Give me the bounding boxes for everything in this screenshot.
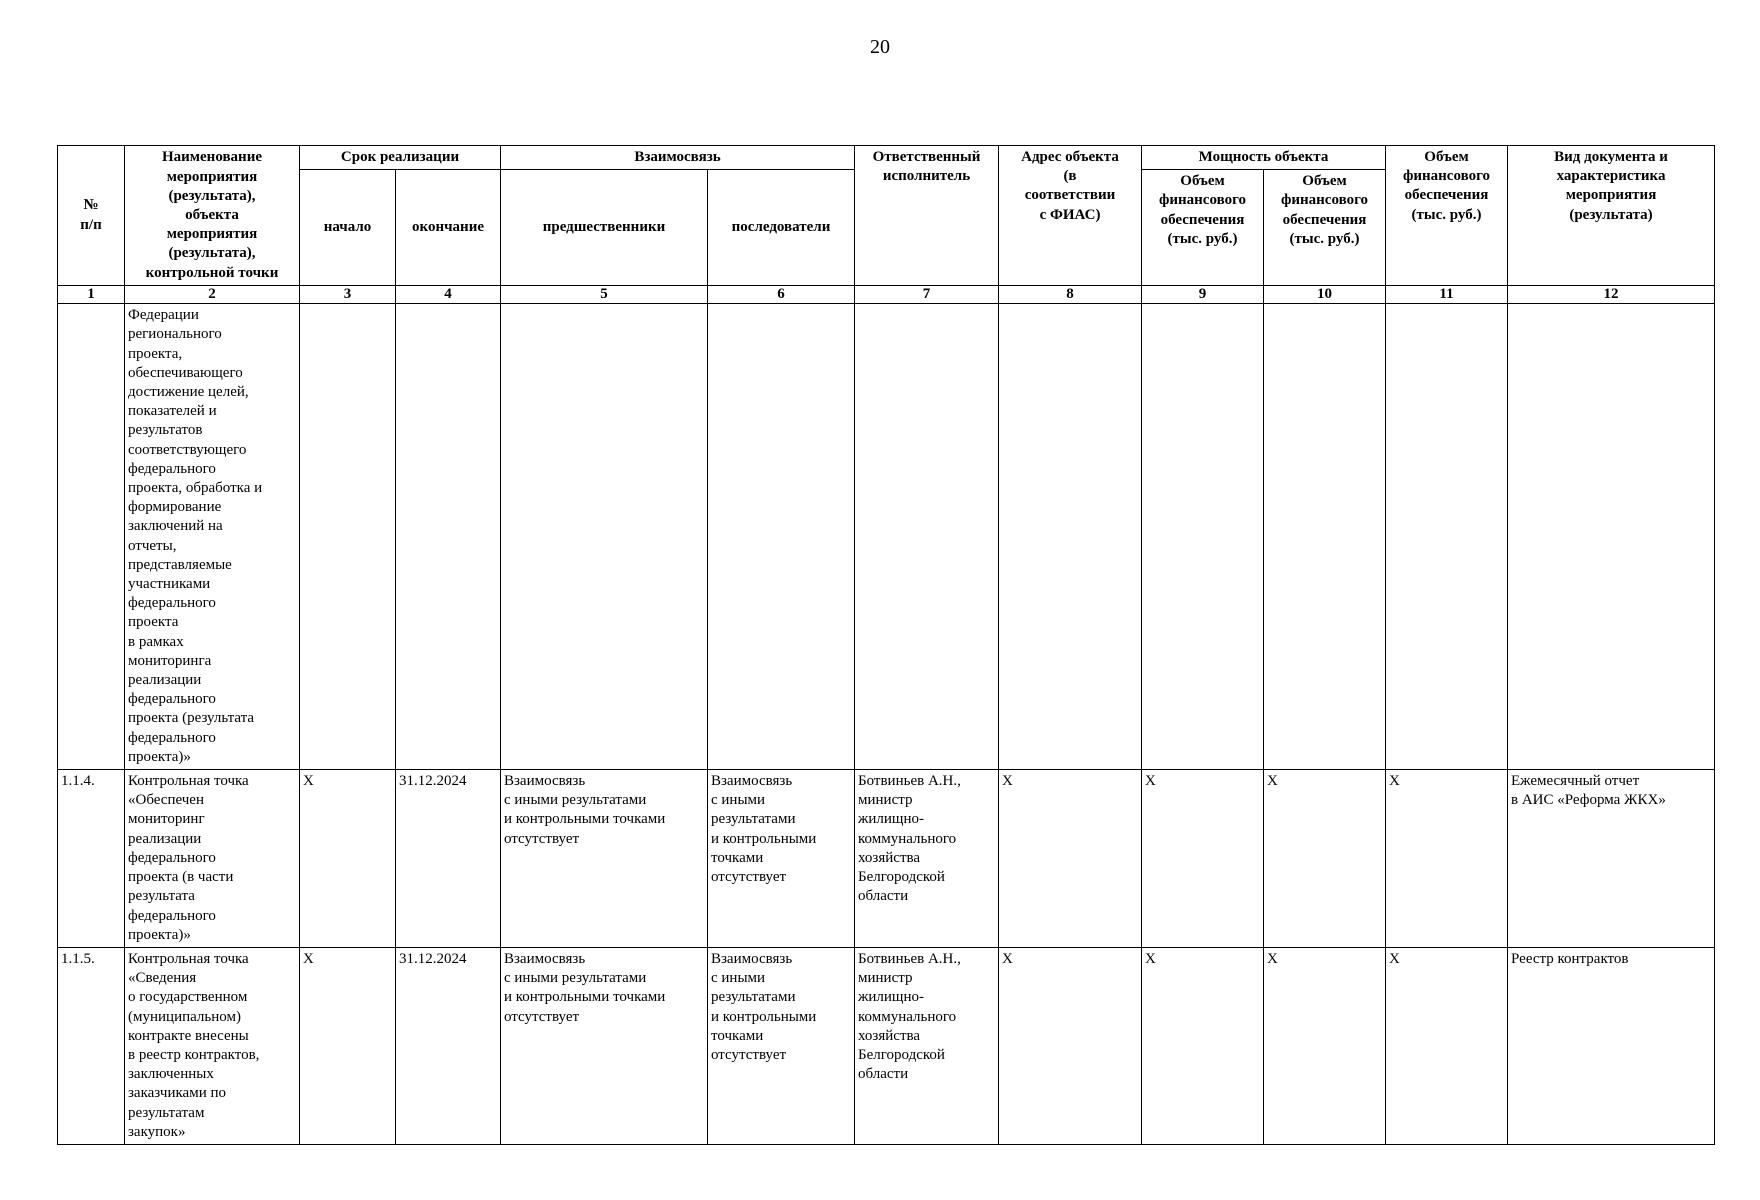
header-capacity: Мощность объекта [1142,146,1386,170]
column-number: 5 [501,286,708,304]
row-end: 31.12.2024 [396,947,501,1144]
row-start: X [300,947,396,1144]
column-number: 12 [1508,286,1715,304]
table-row [58,770,1715,948]
row-end: 31.12.2024 [396,770,501,948]
column-number: 9 [1142,286,1264,304]
table-row [58,947,1715,1144]
column-number: 11 [1386,286,1508,304]
header-term: Срок реализации [300,146,501,170]
row-num: 1.1.4. [58,770,125,948]
row-name: Контрольная точка «Обеспечен мониторинг реализации федерального проекта (в части результата федерального проекта)» [125,770,300,948]
row-doc: Реестр контрактов [1508,947,1715,1144]
row-finance: X [1386,947,1508,1144]
header-name: Наименование мероприятия (результата), объекта мероприятия (результата), контрольной точки [125,146,300,286]
row-executor: Ботвиньев А.Н., министр жилищно- коммунального хозяйства Белгородской области [855,770,999,948]
header-term-end: окончание [396,170,501,286]
header-capacity-a: Объем финансового обеспечения (тыс. руб.) [1142,170,1264,286]
header-address: Адрес объекта (в соответствии с ФИАС) [999,146,1142,286]
row-succ [708,304,855,770]
header-doc: Вид документа и характеристика мероприятия (результата) [1508,146,1715,286]
row-address: X [999,947,1142,1144]
row-address [999,304,1142,770]
row-num [58,304,125,770]
row-doc [1508,304,1715,770]
row-pred [501,304,708,770]
column-number: 4 [396,286,501,304]
header-term-start: начало [300,170,396,286]
row-start [300,304,396,770]
row-pred: Взаимосвязь с иными результатами и контрольными точками отсутствует [501,770,708,948]
row-end [396,304,501,770]
column-numbers-row [58,286,1715,304]
header-capacity-b: Объем финансового обеспечения (тыс. руб.) [1264,170,1386,286]
column-number: 8 [999,286,1142,304]
column-number: 10 [1264,286,1386,304]
row-cap-b: X [1264,770,1386,948]
row-executor [855,304,999,770]
table-row [58,304,1715,770]
row-doc: Ежемесячный отчет в АИС «Реформа ЖКХ» [1508,770,1715,948]
column-number: 6 [708,286,855,304]
header-relation-succ: последователи [708,170,855,286]
row-succ: Взаимосвязь с иными результатами и контрольными точками отсутствует [708,770,855,948]
header-executor: Ответственный исполнитель [855,146,999,286]
row-num: 1.1.5. [58,947,125,1144]
header-finance: Объем финансового обеспечения (тыс. руб.) [1386,146,1508,286]
header-relation-pred: предшественники [501,170,708,286]
row-finance [1386,304,1508,770]
row-cap-a: X [1142,947,1264,1144]
row-address: X [999,770,1142,948]
page-number: 20 [870,36,890,58]
row-cap-b [1264,304,1386,770]
row-executor: Ботвиньев А.Н., министр жилищно- коммунального хозяйства Белгородской области [855,947,999,1144]
row-name: Контрольная точка «Сведения о государственном (муниципальном) контракте внесены в реестр контрактов, заключенных заказчиками по результатам закупок» [125,947,300,1144]
row-pred: Взаимосвязь с иными результатами и контрольными точками отсутствует [501,947,708,1144]
row-finance: X [1386,770,1508,948]
row-cap-b: X [1264,947,1386,1144]
row-cap-a [1142,304,1264,770]
column-number: 3 [300,286,396,304]
column-number: 2 [125,286,300,304]
row-start: X [300,770,396,948]
measures-table [57,145,1715,1145]
row-succ: Взаимосвязь с иными результатами и контрольными точками отсутствует [708,947,855,1144]
column-number: 1 [58,286,125,304]
header-num: № п/п [58,146,125,286]
row-cap-a: X [1142,770,1264,948]
header-relation: Взаимосвязь [501,146,855,170]
row-name: Федерации регионального проекта, обеспечивающего достижение целей, показателей и результатов соответствующего федерального проекта, обработка и формирование заключений на отчеты, представляемые участниками федерального проекта в рамках мониторинга реализации федерального проекта (результата федерального проекта)» [125,304,300,770]
column-number: 7 [855,286,999,304]
